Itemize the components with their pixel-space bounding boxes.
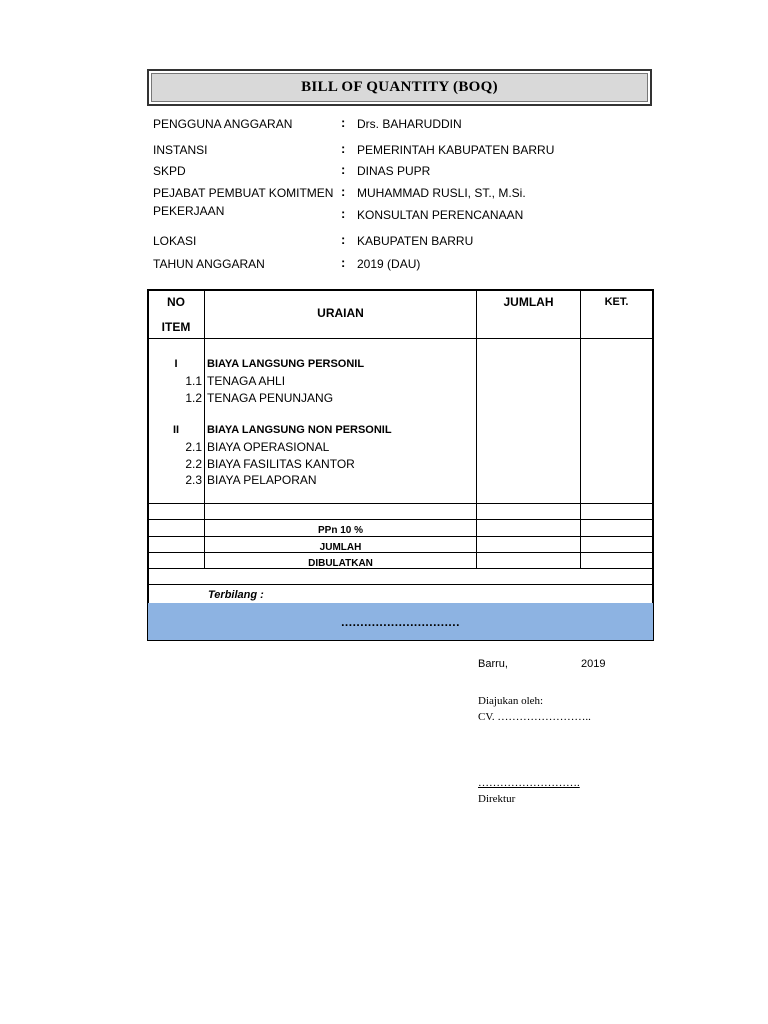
row-desc: BIAYA LANGSUNG NON PERSONIL (207, 424, 392, 436)
table-col-divider (580, 289, 581, 568)
info-colon: : (341, 162, 346, 177)
company-name: CV. …………………….. (478, 711, 591, 723)
submitted-by-label: Diajukan oleh: (478, 695, 544, 707)
total-dibulatkan-label: DIBULATKAN (308, 558, 373, 569)
signature-year: 2019 (581, 658, 606, 670)
signature-place: Barru, (478, 658, 508, 670)
terbilang-label: Terbilang : (208, 589, 264, 601)
header-item: ITEM (161, 320, 191, 334)
info-value-pengguna: Drs. BAHARUDDIN (357, 117, 462, 131)
info-colon: : (341, 184, 346, 199)
table-row-divider (147, 338, 654, 339)
header-uraian: URAIAN (317, 306, 364, 320)
info-value-tahun: 2019 (DAU) (357, 257, 421, 271)
total-ppn-label: PPn 10 % (317, 525, 364, 536)
document-title: BILL OF QUANTITY (BOQ) (301, 79, 498, 95)
row-no: 1.1 (185, 374, 202, 388)
info-label-instansi: INSTANSI (153, 143, 208, 157)
row-desc: TENAGA AHLI (207, 374, 286, 388)
signatory-position: Direktur (478, 793, 516, 805)
row-no: 2.2 (185, 457, 202, 471)
row-no: I (174, 358, 178, 370)
table-col-divider (476, 289, 477, 568)
info-label-pengguna: PENGGUNA ANGGARAN (153, 117, 293, 131)
info-label-lokasi: LOKASI (153, 234, 197, 248)
total-jumlah-label: JUMLAH (319, 542, 362, 553)
info-label-pekerjaan: PEKERJAAN (153, 204, 225, 218)
row-no: 2.1 (185, 440, 202, 454)
info-colon: : (341, 255, 346, 270)
header-no: NO (167, 295, 185, 309)
info-value-pekerjaan: KONSULTAN PERENCANAAN (357, 208, 524, 222)
info-value-instansi: PEMERINTAH KABUPATEN BARRU (357, 143, 555, 157)
info-colon: : (341, 232, 346, 247)
info-value-pejabat: MUHAMMAD RUSLI, ST., M.Si. (357, 186, 526, 200)
terbilang-value: ............................... (341, 615, 460, 629)
table-row-divider (147, 519, 654, 520)
info-label-pejabat: PEJABAT PEMBUAT KOMITMEN (153, 186, 334, 200)
row-no: II (172, 424, 180, 436)
header-jumlah: JUMLAH (503, 295, 554, 309)
table-border-right (652, 289, 654, 640)
document-title-box (147, 69, 652, 106)
info-colon: : (341, 141, 346, 156)
row-desc: BIAYA OPERASIONAL (207, 440, 330, 454)
info-label-skpd: SKPD (153, 164, 186, 178)
info-value-lokasi: KABUPATEN BARRU (357, 234, 474, 248)
row-desc: TENAGA PENUNJANG (207, 391, 334, 405)
row-desc: BIAYA FASILITAS KANTOR (207, 457, 355, 471)
info-value-skpd: DINAS PUPR (357, 164, 431, 178)
table-border-top (147, 289, 654, 291)
table-row-divider (147, 503, 654, 504)
row-desc: BIAYA LANGSUNG PERSONIL (207, 358, 365, 370)
info-colon: : (341, 115, 346, 130)
row-no: 1.2 (185, 391, 202, 405)
info-label-tahun: TAHUN ANGGARAN (153, 257, 265, 271)
row-desc: BIAYA PELAPORAN (207, 473, 317, 487)
table-row-divider (147, 584, 654, 585)
terbilang-band (148, 603, 653, 640)
info-colon: : (341, 206, 346, 221)
row-no: 2.3 (185, 473, 202, 487)
signatory-name: ………………………. (478, 777, 580, 789)
header-ket: KET. (604, 296, 629, 308)
